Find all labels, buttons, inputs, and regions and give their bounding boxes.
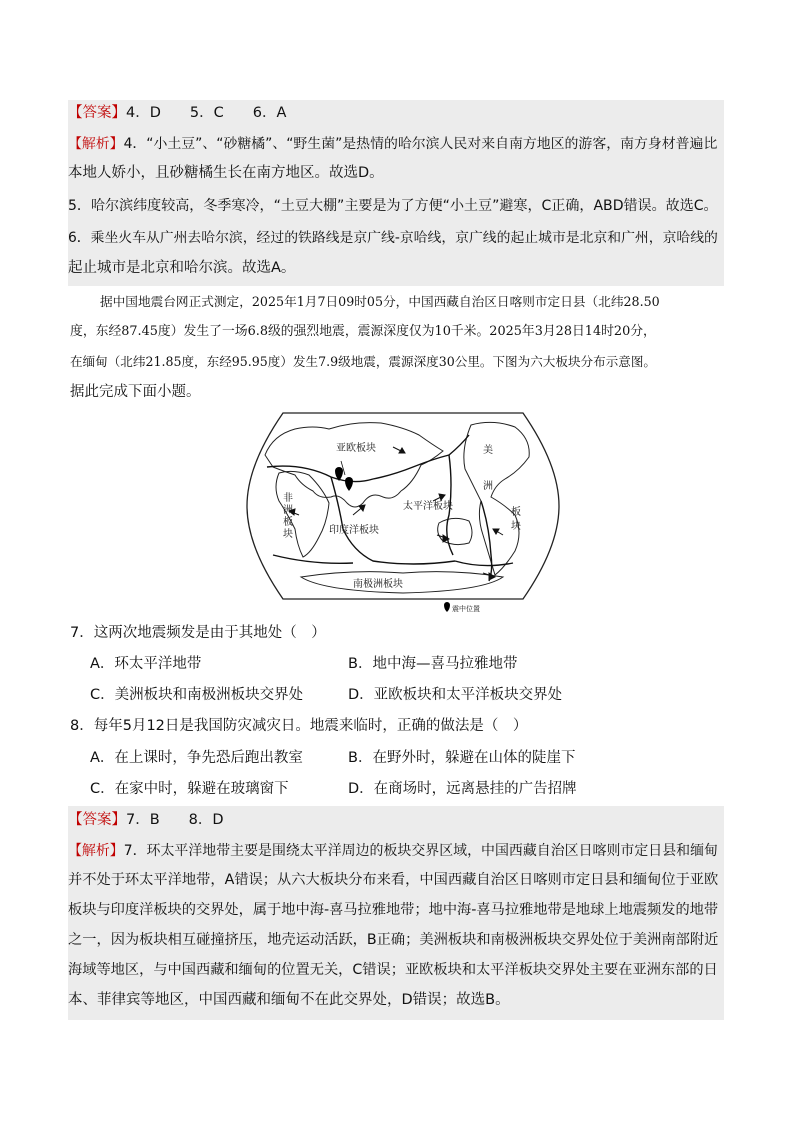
- label-africa: 非: [283, 493, 293, 504]
- analysis-tag: 【解析】: [68, 843, 124, 859]
- q7-option-a: A．环太平洋地带: [90, 656, 202, 672]
- analysis-text: 本、菲律宾等地区，中国西藏和缅甸不在此交界处，D错误；故选B。: [68, 992, 510, 1008]
- label-america: 块: [511, 521, 521, 532]
- answer-text: 4．D 5．C 6．A: [126, 105, 287, 121]
- answer-text: 7．B 8．D: [126, 812, 224, 828]
- analysis-tag: 【解析】: [68, 136, 124, 152]
- label-antarctic: 南极洲板块: [353, 579, 403, 590]
- passage-line: 在缅甸（北纬21.85度，东经95.95度）发生7.9级地震，震源深度30公里。下图为六大板块分布示意图。: [70, 354, 656, 369]
- label-indian: 印度洋板块: [329, 525, 379, 536]
- q8-option-a: A．在上课时，争先恐后跑出教室: [90, 750, 303, 766]
- analysis-text: 5．哈尔滨纬度较高，冬季寒冷，“土豆大棚”主要是为了方便“小土豆”避寒，C正确，ABD错误。故选C。: [68, 198, 718, 214]
- question-8-stem: 8．每年5月12日是我国防灾减灾日。地震来临时，正确的做法是（ ）: [70, 718, 528, 734]
- analysis-text: 海域等地区，与中国西藏和缅甸的位置无关，C错误；亚欧板块和太平洋板块交界处主要在亚洲东部的日: [68, 962, 718, 978]
- label-america: 美: [483, 445, 493, 456]
- legend-marker-icon: [444, 602, 450, 612]
- label-africa: 块: [283, 529, 293, 540]
- passage-line: 度，东经87.45度）发生了一场6.8级的强烈地震，震源深度仅为10千米。2025年3月28日14时20分，: [70, 324, 656, 339]
- q7-option-b: B．地中海—喜马拉雅地带: [348, 656, 518, 672]
- answer-tag: 【答案】: [68, 812, 126, 828]
- q8-option-c: C．在家中时，躲避在玻璃窗下: [90, 781, 289, 797]
- legend-text: 震中位置: [452, 605, 480, 613]
- question-7-stem: 7．这两次地震频发是由于其地处（ ）: [70, 625, 326, 641]
- analysis-text: 板块与印度洋板块的交界处，属于地中海-喜马拉雅地带；地中海-喜马拉雅地带是地球上地震频发的地带: [68, 902, 719, 918]
- q8-option-d: D．在商场时，远离悬挂的广告招牌: [348, 781, 577, 797]
- analysis-text: 7．环太平洋地带主要是围绕太平洋周边的板块交界区域，中国西藏自治区日喀则市定日县和缅甸: [123, 843, 718, 859]
- label-america: 板: [511, 507, 521, 518]
- analysis-text: 并不处于环太平洋地带，A错误；从六大板块分布来看，中国西藏自治区日喀则市定日县和缅甸位于亚欧: [68, 872, 719, 888]
- analysis-text: 之一，因为板块相互碰撞挤压，地壳运动活跃，B正确；美洲板块和南极洲板块交界处位于美洲南部附近: [68, 932, 719, 948]
- label-pacific: 太平洋板块: [403, 501, 453, 512]
- label-eurasian: 亚欧板块: [336, 443, 376, 454]
- analysis-text: 6．乘坐火车从广州去哈尔滨，经过的铁路线是京广线-京哈线，京广线的起止城市是北京和广州，京哈线的: [68, 230, 718, 246]
- passage-line: 据中国地震台网正式测定，2025年1月7日09时05分，中国西藏自治区日喀则市定日县（北纬28.50: [100, 294, 660, 309]
- label-africa: 洲: [283, 505, 293, 516]
- q7-option-c: C．美洲板块和南极洲板块交界处: [90, 687, 304, 703]
- answer-line: [68, 810, 224, 830]
- analysis-line: [68, 841, 718, 861]
- q8-option-b: B．在野外时，躲避在山体的陡崖下: [348, 750, 576, 766]
- answer-block-1: [68, 100, 724, 286]
- q7-option-d: D．亚欧板块和太平洋板块交界处: [348, 687, 563, 703]
- analysis-text: 4．“小土豆”、“砂糖橘”、“野生菌”是热情的哈尔滨人民对来自南方地区的游客，南方身材普遍比: [123, 136, 718, 152]
- answer-line: [68, 103, 286, 123]
- analysis-text: 起止城市是北京和哈尔滨。故选A。: [68, 260, 296, 276]
- analysis-text: 本地人娇小，且砂糖橘生长在南方地区。故选D。: [68, 165, 384, 181]
- passage-line: 据此完成下面小题。: [70, 384, 201, 400]
- answer-tag: 【答案】: [68, 105, 126, 121]
- label-america: 洲: [483, 481, 493, 492]
- answer-block-2: [68, 806, 724, 1020]
- plate-map: [243, 405, 563, 615]
- analysis-line: [68, 134, 717, 154]
- label-africa: 板: [283, 517, 293, 528]
